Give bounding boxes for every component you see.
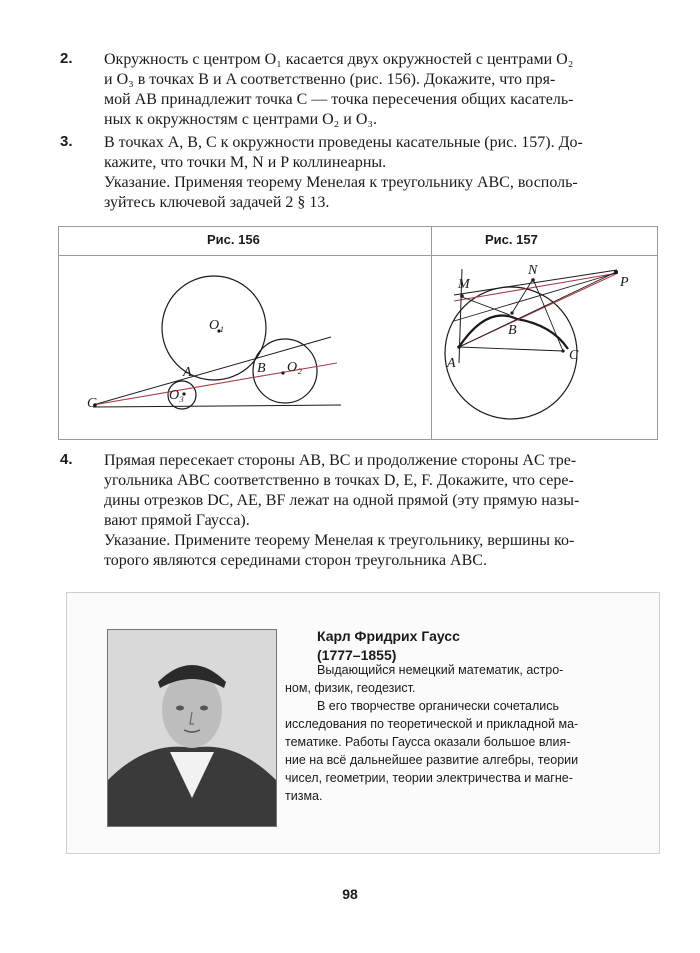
label-o3: O₃ [169,388,184,403]
text-line: угольника ABC соответственно в точках D, E, F. Докажите, что сере- [104,472,574,489]
problem-number: 3. [60,133,73,150]
label-o2: O₂ [287,360,302,375]
label-o1: O₁ [209,318,224,333]
hint-line: зуйтесь ключевой задачей 2 § 13. [104,194,330,211]
point-m [460,294,464,298]
line-mb [462,297,510,315]
label-a: A [447,356,456,371]
person-name: Карл Фридрих Гаусс [317,628,460,644]
bio-line: Выдающийся немецкий математик, астро- [317,663,564,677]
figures-panel [58,226,658,440]
line-ac [459,347,563,351]
problem-number: 2. [60,50,73,67]
hint-line: Указание. Примените теорему Менелая к треугольнику, вершины ко- [104,532,575,549]
point-o2 [281,371,284,374]
label-m: M [458,277,470,292]
text-line: Прямая пересекает стороны AB, BC и продолжение стороны AC тре- [104,452,577,469]
bio-line: В его творчестве органически сочетались [317,699,560,713]
biography-heading [317,627,460,665]
bio-line: ном, физик, геодезист. [285,681,416,695]
text-line: дины отрезков DC, AE, BF лежат на одной прямой (эту прямую назы- [104,492,580,509]
point-b [510,311,513,314]
biography-text [285,661,615,805]
problem-text [104,133,660,213]
text-line: ных к окружностям с центрами O₂ и O₃. [104,111,377,128]
problem-number: 4. [60,451,73,468]
point-n [531,278,535,282]
point-a [457,345,461,349]
point-c [561,349,564,352]
figure-156-drawing [59,255,431,439]
hint-line: торого являются серединами сторон треугольника ABC. [104,552,487,569]
text-line: В точках A, B, C к окружности проведены касательные (рис. 157). До- [104,134,583,151]
problem-text [104,50,660,130]
biography-box [66,592,660,854]
line-ap [459,272,616,347]
figure-157-drawing [432,255,657,439]
main-circle [445,287,577,419]
bio-line: исследования по теоретической и прикладной ма- [285,717,579,731]
label-p: P [620,275,629,290]
figure-157-title: Рис. 157 [485,232,538,247]
label-a: A [183,365,192,380]
page-number: 98 [342,886,358,902]
bio-line: ние на всё дальнейшее развитие алгебры, теории [285,753,579,767]
problem-text [104,451,660,571]
hint-line: Указание. Применяя теорему Менелая к треугольнику ABC, восполь- [104,174,578,191]
bio-line: тематике. Работы Гаусса оказали большое влия- [285,735,571,749]
bio-line: чисел, геометрии, теории электричества и магне- [285,771,573,785]
portrait-image [107,629,277,827]
text-line: мой AB принадлежит точка C — точка пересечения общих касатель- [104,91,574,108]
person-years: (1777–1855) [317,647,397,663]
portrait-drawing [108,630,276,826]
label-b: B [257,361,266,376]
figure-156-title: Рис. 156 [207,232,260,247]
tangent-line-bottom [93,405,341,407]
label-n: N [528,263,538,278]
figures-header [59,227,657,256]
label-c: C [569,348,579,363]
point-p [614,270,618,274]
text-line: вают прямой Гаусса). [104,512,250,529]
bio-line: тизма. [285,789,323,803]
text-line: и O₃ в точках B и A соответственно (рис. 156). Докажите, что пря- [104,71,556,88]
text-line: кажите, что точки M, N и P коллинеарны. [104,154,387,171]
text-line: Окружность с центром O₁ касается двух окружностей с центрами O₂ [104,51,574,68]
label-b: B [508,323,517,338]
label-c: C [87,396,97,411]
